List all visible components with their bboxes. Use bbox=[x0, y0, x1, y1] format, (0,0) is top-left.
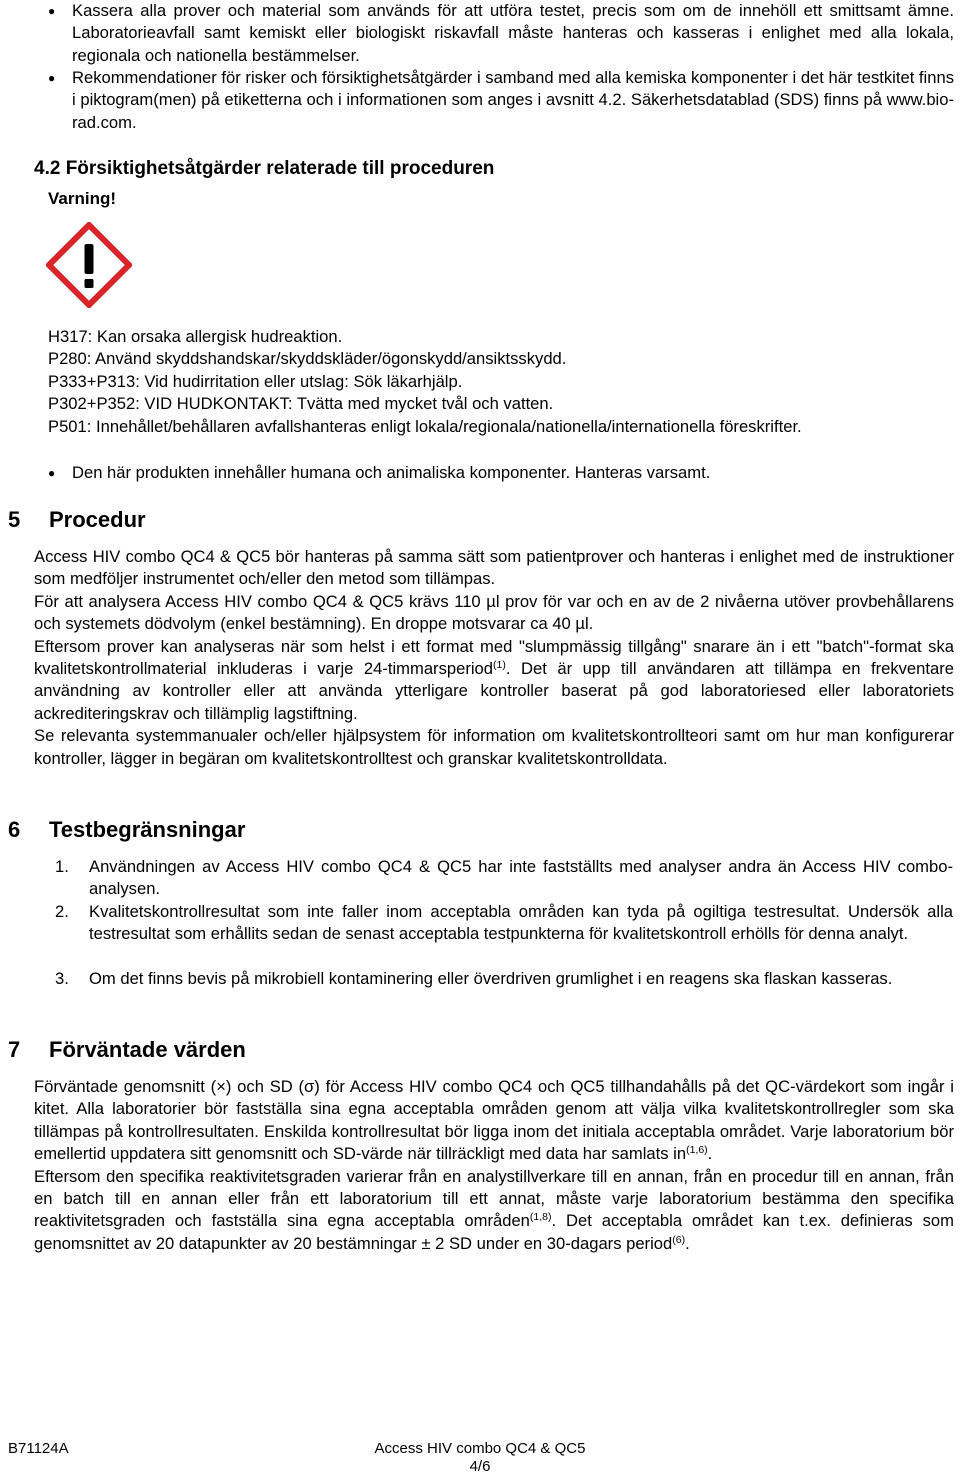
item-text: Kvalitetskontrollresultat som inte faller inom acceptabla områden kan tyda på ogiltiga testresultat. Undersök alla testresultat som erhållits sedan de senast acceptabla testpunkterna för kvalitetskontroll erhölls för denna analyt. bbox=[89, 902, 953, 944]
footer-product-name: Access HIV combo QC4 & QC5 bbox=[374, 1440, 586, 1457]
item-number: 3. bbox=[55, 969, 69, 988]
bullet-dot-icon: ● bbox=[48, 466, 56, 480]
paragraph: För att analysera Access HIV combo QC4 & QC5 krävs 110 µl prov för var och en av de 2 nivåerna utöver provbehållarens och systemets dödvolym (enkel bestämning). En droppe motsvarar ca 40 µl. bbox=[34, 591, 954, 634]
citation-ref: (6) bbox=[672, 1233, 686, 1246]
mean-symbol: × bbox=[216, 1077, 226, 1096]
hazard-statements bbox=[48, 326, 954, 438]
footer-page-number: 4/6 bbox=[469, 1458, 491, 1475]
citation-ref: (1,8) bbox=[529, 1211, 552, 1224]
bullet-text: Rekommendationer för risker och försiktighetsåtgärder i samband med alla kemiska komponenter i det här testkitet finns i piktogram(men) på etiketterna och i informationen som anges i avsnitt 4.2. Säkerhetsdatablad (SDS) finns på www.bio-rad.com. bbox=[72, 68, 954, 132]
section-title: Testbegränsningar bbox=[49, 817, 246, 842]
warning-signal-word: Varning! bbox=[48, 189, 117, 208]
statement-p302-p352: P302+P352: VID HUDKONTAKT: Tvätta med mycket tvål och vatten. bbox=[48, 394, 554, 414]
paragraph: Eftersom prover kan analyseras när som helst i ett format med "slumpmässig tillgång" snarare än i ett "batch"-format ska kvalitetskontrollmaterial inkluderas i varje 24-timmarsperiod$^{(1)}$. Det är upp till användaren att tillämpa en frekventare användning av kontroller eller att använda ytterligare kontroller baserat på god laboratoriesed eller laboratoriets ackrediteringskrav och tillämplig lagstiftning. bbox=[34, 636, 954, 723]
ghs-exclamation-mark-icon bbox=[46, 222, 132, 308]
section-number: 5 bbox=[8, 507, 21, 532]
footer-document-code: B71124A bbox=[8, 1440, 69, 1457]
paragraph: Förväntade genomsnitt (×) och SD (σ) för Access HIV combo QC4 och QC5 tillhandahålls på det QC-värdekort som ingår i kitet. Alla laboratorier bör fastställa sina egna acceptabla områden genom att välja vilka kvalitetskontrollregler som ska tillämpas på kontrollresultaten. Enskilda kontrollresultat bör ligga inom det initiala acceptabla området. Varje laboratorium bör emellertid uppdatera sitt genomsnitt och SD-värde när tillräckligt med data har samlats in$^{(1,6)}$. bbox=[34, 1077, 954, 1164]
section-4-2-heading: 4.2 Försiktighetsåtgärder relaterade till proceduren bbox=[34, 158, 495, 179]
section-7-heading bbox=[8, 1036, 246, 1064]
item-number: 1. bbox=[55, 857, 69, 876]
item-text: Om det finns bevis på mikrobiell kontaminering eller överdriven grumlighet i en reagens ska flaskan kasseras. bbox=[89, 969, 893, 988]
section-7-body bbox=[34, 1076, 954, 1255]
bullet-text: Kassera alla prover och material som används för att utföra testet, precis som om de innehöll ett smittsamt ämne. Laboratorieavfall samt kemiskt eller biologiskt riskavfall måste hanteras och kasseras i enlighet med alla lokala, regionala och nationella bestämmelser. bbox=[72, 1, 954, 65]
bullet-text: Den här produkten innehåller humana och animaliska komponenter. Hanteras varsamt. bbox=[72, 463, 711, 482]
section-title: Förväntade värden bbox=[49, 1037, 246, 1062]
section-number: 6 bbox=[8, 817, 21, 842]
statement-h317: H317: Kan orsaka allergisk hudreaktion. bbox=[48, 327, 343, 346]
citation-ref: (1) bbox=[493, 659, 506, 672]
statement-p333-p313: P333+P313: Vid hudirritation eller utslag: Sök läkarhjälp. bbox=[48, 371, 463, 391]
section-number: 7 bbox=[8, 1037, 21, 1062]
section-title: Procedur bbox=[49, 507, 146, 532]
section-5-body bbox=[34, 546, 954, 770]
section-6-heading bbox=[8, 816, 245, 844]
item-number: 2. bbox=[55, 902, 69, 921]
item-text: Användningen av Access HIV combo QC4 & QC5 har inte fastställts med analyser andra än Access HIV combo-analysen. bbox=[89, 857, 953, 899]
paragraph: Access HIV combo QC4 & QC5 bör hanteras på samma sätt som patientprover och hanteras i enlighet med de instruktioner som medföljer instrumentet och/eller den metod som tillämpas. bbox=[34, 547, 954, 589]
section-5-heading bbox=[8, 506, 146, 534]
citation-ref: (1,6) bbox=[686, 1144, 708, 1157]
paragraph: Eftersom den specifika reaktivitetsgraden varierar från en analystillverkare till en annan, från en procedur till en annan, från en batch till en annan eller från ett laboratorium till ett annat, måste varje laboratorium bestämma den specifika reaktivitetsgraden och fastställa sina egna acceptabla områden$^{(1,8)}$. Det acceptabla området kan t.ex. definieras som genomsnittet av 20 datapunkter av 20 bestämningar ± 2 SD under en 30-dagars period$^{(6)}$. bbox=[34, 1166, 954, 1253]
paragraph: Se relevanta systemmanualer och/eller hjälpsystem för information om kvalitetskontrollteori samt om hur man konfigurerar kontroller, lägger in begäran om kvalitetskontrolltest och granskar kvalitetskontrolldata. bbox=[34, 726, 954, 768]
statement-p280: P280: Använd skyddshandskar/skyddskläder/ögonskydd/ansiktsskydd. bbox=[48, 349, 567, 369]
bullet-dot-icon: ● bbox=[48, 71, 56, 85]
statement-p501: P501: Innehållet/behållaren avfallshanteras enligt lokala/regionala/nationella/internationella föreskrifter. bbox=[48, 416, 802, 436]
bullet-dot-icon: ● bbox=[48, 4, 56, 18]
